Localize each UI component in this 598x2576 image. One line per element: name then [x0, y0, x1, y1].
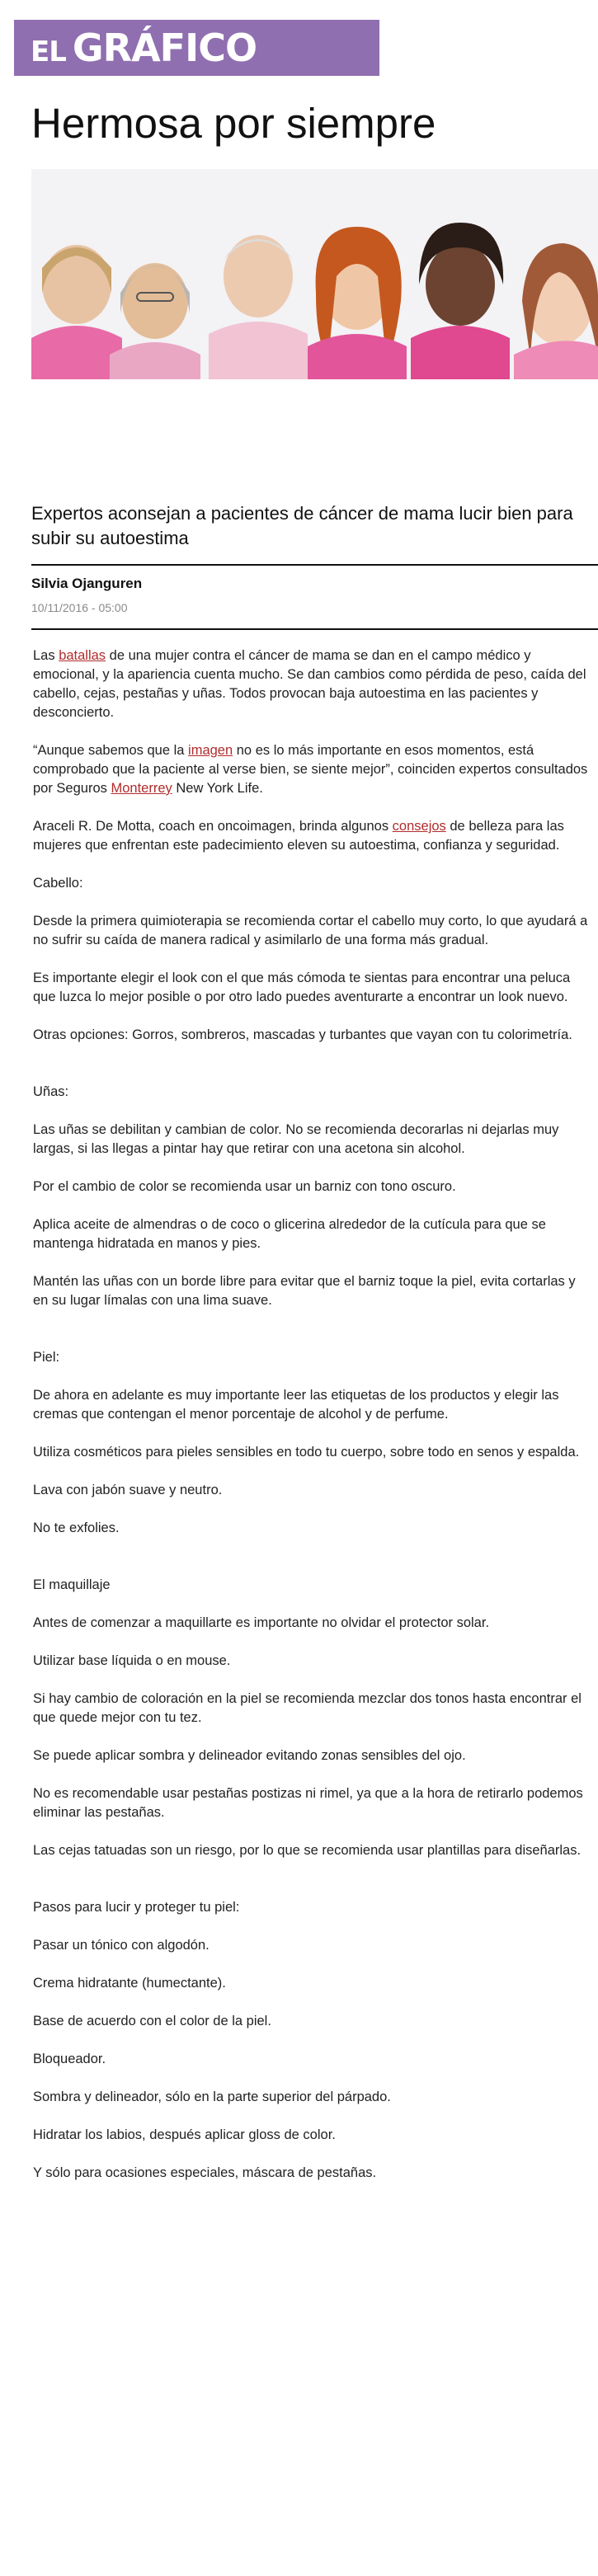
link-batallas[interactable]: batallas [59, 648, 106, 663]
article-author[interactable]: Silvia Ojanguren [31, 576, 143, 591]
divider-top [31, 564, 598, 566]
divider-bottom [31, 628, 598, 630]
paragraph: No es recomendable usar pestañas postizas ni rimel, ya que a la hora de retirarlo podemos eliminar las pestañas. [33, 1786, 583, 1820]
article-body [33, 646, 594, 2202]
list-item: Y sólo para ocasiones especiales, máscara de pestañas. [33, 2165, 377, 2180]
paragraph [33, 646, 594, 722]
paragraph: Aplica aceite de almendras o de coco o glicerina alrededor de la cutícula para que se mantenga hidratada en manos y pies. [33, 1217, 546, 1251]
text-run: de una mujer contra el cáncer de mama se dan en el campo médico y emocional, y la apariencia cuenta mucho. Se dan cambios como pérdida de peso, caída del cabello, cejas, pestañas y uñas. Todos provocan baja autoestima en las pacientes y desconcierto. [33, 648, 586, 720]
section-heading-pasos: Pasos para lucir y proteger tu piel: [33, 1900, 240, 1915]
list-item: Hidratar los labios, después aplicar gloss de color. [33, 2127, 336, 2142]
site-logo[interactable] [14, 20, 379, 76]
paragraph: De ahora en adelante es muy importante leer las etiquetas de los productos y elegir las cremas que contengan el menor porcentaje de alcohol y de perfume. [33, 1388, 559, 1422]
paragraph: Desde la primera quimioterapia se recomienda cortar el cabello muy corto, lo que ayudará a no sufrir su caída de manera radical y asimilarlo de una forma más gradual. [33, 914, 588, 947]
paragraph: Lava con jabón suave y neutro. [33, 1483, 223, 1497]
article-subtitle: Expertos aconsejan a pacientes de cáncer de mama lucir bien para subir su autoestima [31, 503, 573, 548]
section-heading-maquillaje: El maquillaje [33, 1577, 111, 1592]
text-run: “Aunque sabemos que la [33, 743, 189, 758]
list-item: Base de acuerdo con el color de la piel. [33, 2014, 271, 2028]
list-item: Bloqueador. [33, 2052, 106, 2066]
paragraph [33, 741, 594, 798]
paragraph [33, 817, 594, 855]
paragraph: Por el cambio de color se recomienda usar un barniz con tono oscuro. [33, 1179, 456, 1194]
paragraph: No te exfolies. [33, 1521, 120, 1535]
list-item: Sombra y delineador, sólo en la parte superior del párpado. [33, 2089, 391, 2104]
logo-grafico-text: GRÁFICO [72, 26, 257, 70]
link-imagen[interactable]: imagen [188, 743, 233, 758]
paragraph: Utiliza cosméticos para pieles sensibles en todo tu cuerpo, sobre todo en senos y espalda. [33, 1445, 580, 1460]
article-date: 10/11/2016 - 05:00 [31, 601, 128, 614]
woman-figure [308, 227, 407, 379]
text-run: Araceli R. De Motta, coach en oncoimagen, brinda algunos [33, 819, 393, 834]
paragraph: Utilizar base líquida o en mouse. [33, 1653, 231, 1668]
hero-photo-illustration [31, 169, 598, 491]
paragraph: Mantén las uñas con un borde libre para evitar que el barniz toque la piel, evita cortarlas y en su lugar límalas con una lima suave. [33, 1274, 576, 1308]
text-run: de belleza para las mujeres que enfrentan este padecimiento eleven su autoestima, confianza y seguridad. [33, 819, 564, 853]
paragraph: Las uñas se debilitan y cambian de color. No se recomienda decorarlas ni dejarlas muy largas, si las llegas a pintar hay que retirar con una acetona sin alcohol. [33, 1122, 559, 1156]
paragraph: Antes de comenzar a maquillarte es importante no olvidar el protector solar. [33, 1615, 490, 1630]
text-run: Las [33, 648, 59, 663]
link-consejos[interactable]: consejos [392, 819, 446, 834]
hero-image [31, 169, 598, 491]
paragraph: Otras opciones: Gorros, sombreros, mascadas y turbantes que vayan con tu colorimetría. [33, 1027, 572, 1042]
section-heading-piel: Piel: [33, 1350, 60, 1365]
paragraph: Es importante elegir el look con el que más cómoda te sientas para encontrar una peluca que luzca lo mejor posible o por otro lado puedes aventurarte a encontrar un look nuevo. [33, 971, 571, 1004]
text-run: no es lo más importante en esos momentos, está comprobado que la paciente al verse bien, se siente mejor”, coinciden expertos consultados por Seguros [33, 743, 588, 796]
paragraph: Si hay cambio de coloración en la piel se recomienda mezclar dos tonos hasta encontrar el que quede mejor con tu tez. [33, 1691, 582, 1725]
text-run: New York Life. [172, 781, 263, 796]
link-monterrey[interactable]: Monterrey [111, 781, 172, 796]
paragraph: Las cejas tatuadas son un riesgo, por lo que se recomienda usar plantillas para diseñarlas. [33, 1843, 582, 1858]
list-item: Pasar un tónico con algodón. [33, 1938, 210, 1953]
logo-el-text: EL [31, 35, 66, 68]
section-heading-cabello: Cabello: [33, 876, 83, 891]
paragraph: Se puede aplicar sombra y delineador evitando zonas sensibles del ojo. [33, 1748, 466, 1763]
list-item: Crema hidratante (humectante). [33, 1976, 226, 1991]
article-title: Hermosa por siempre [31, 100, 436, 147]
section-heading-unas: Uñas: [33, 1084, 69, 1099]
logo-wordmark [31, 26, 257, 70]
